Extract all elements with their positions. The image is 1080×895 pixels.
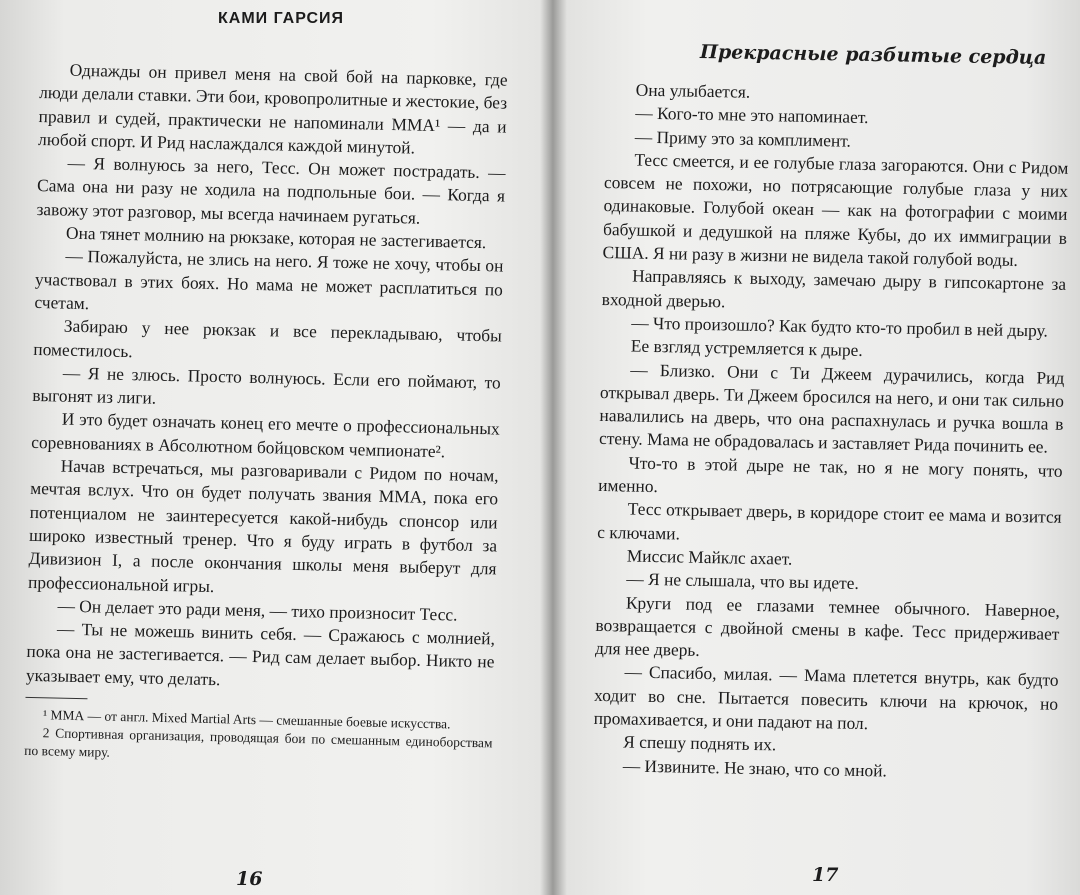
paragraph: — Пожалуйста, не злись на него. Я тоже не хочу, чтобы он участвовал в этих боях. Но мама не может расплатиться по счетам. — [34, 246, 504, 314]
paragraph: — Близко. Они с Ти Джеем дурачились, когда Рид открывал дверь. Ти Джеем бросился на него, и они так сильно навалились на дверь, что она распахнулась и ручка вошла в стену. Мама не обрадовалась и заставляет Рида починить ее. — [598, 359, 1065, 458]
left-page-text — [24, 58, 508, 770]
paragraph: Ее взгляд устремляется к дыре. — [630, 335, 863, 361]
paragraph: — Приму это за комплимент. — [634, 126, 852, 151]
paragraph: Начав встречаться, мы разговаривали с Ридом по ночам, мечтая вслух. Что он будет получать звания ММА, пока его потенциалом не заинтересуется какой-нибудь спонсор или широко известный тренер. Что я буду играть в футбол за Дивизион I, а после окончания школы меня выберут для профессиональной игры. — [27, 455, 499, 596]
paragraph: — Спасибо, милая. — Мама плетется внутрь, как будто ходит во сне. Пытается повесить ключи на крючок, но промахивается, и они падают на пол. — [593, 661, 1059, 734]
paragraph: Она улыбается. — [635, 79, 751, 102]
right-page-text — [593, 78, 1070, 786]
paragraph: Направляясь к выходу, замечаю дыру в гипсокартоне за входной дверью. — [601, 265, 1067, 312]
footnote: ¹ ММА — от англ. Mixed Martial Arts — смешанные боевые искусства. — [42, 707, 451, 732]
paragraph: Тесс смеется, и ее голубые глаза загораются. Они с Ридом совсем не похожи, но потрясающие голубые глаза у них одинаковые. Голубой океан — как на фотографии с моими бабушкой и дедушкой на пляже Кубы, до их иммиграции в США. Я ни разу в жизни не видела такой голубой воды. — [602, 149, 1069, 271]
paragraph: — Я не слышала, что вы идете. — [626, 568, 859, 594]
paragraph: Она тянет молнию на рюкзаке, которая не застегивается. — [65, 222, 487, 253]
paragraph: Забираю у нее рюкзак и все перекладываю, чтобы поместилось. — [33, 315, 503, 361]
paragraph: Тесс открывает дверь, в коридоре стоит ее мама и возится с ключами. — [597, 498, 1062, 544]
running-header-title: Прекрасные разбитые сердца — [699, 40, 1047, 70]
paragraph: — Он делает это ради меня, — тихо произносит Тесс. — [57, 595, 458, 625]
paragraph: Что-то в этой дыре не так, но я не могу понять, что именно. — [597, 452, 1063, 497]
paragraph: — Извините. Не знаю, что со мной. — [622, 755, 888, 781]
paragraph: — Ты не можешь винить себя. — Сражаюсь с молнией, пока она не застегивается. — Рид сам делает выбор. Никто не указывает ему, что делать. — [25, 618, 496, 689]
paragraph: Миссис Майклс ахает. — [626, 545, 793, 569]
running-header-author: КАМИ ГАРСИЯ — [218, 10, 345, 27]
paragraph: И это будет означать конец его мечте о профессиональных соревнованиях в Абсолютном бойцовском чемпионате². — [31, 409, 500, 462]
paragraph: Круги под ее глазами темнее обычного. Наверное, возвращается с двойной смены в кафе. Тесс придерживает для нее дверь. — [594, 592, 1061, 661]
footnote: 2 Спортивная организация, проводящая бои по смешанным единоборствам по всему миру. — [24, 725, 493, 760]
paragraph: Однажды он привел меня на свой бой на парковке, где люди делали ставки. Эти бои, кровопролитные и жестокие, без правил и судей, практически не напоминали ММА¹ — да и любой спорт. И Рид наслаждался каждой минутой. — [37, 59, 508, 158]
paragraph: — Я не злюсь. Просто волнуюсь. Если его поймают, то выгонят из лиги. — [32, 362, 501, 408]
page-number: 17 — [812, 864, 839, 886]
paragraph: Я спешу поднять их. — [623, 731, 777, 755]
paragraph: — Я волнуюсь за него, Тесс. Он может пострадать. — Сама она ни разу не ходила на подпольные бои. — Когда я завожу этот разговор, мы всегда начинаем ругаться. — [36, 152, 506, 228]
paragraph: — Кого-то мне это напоминает. — [635, 102, 869, 128]
right-page — [550, 0, 1080, 895]
page-number: 16 — [236, 868, 263, 890]
footnote-divider — [25, 697, 87, 699]
paragraph: — Что произошло? Как будто кто-то пробил в ней дыру. — [631, 312, 1049, 341]
